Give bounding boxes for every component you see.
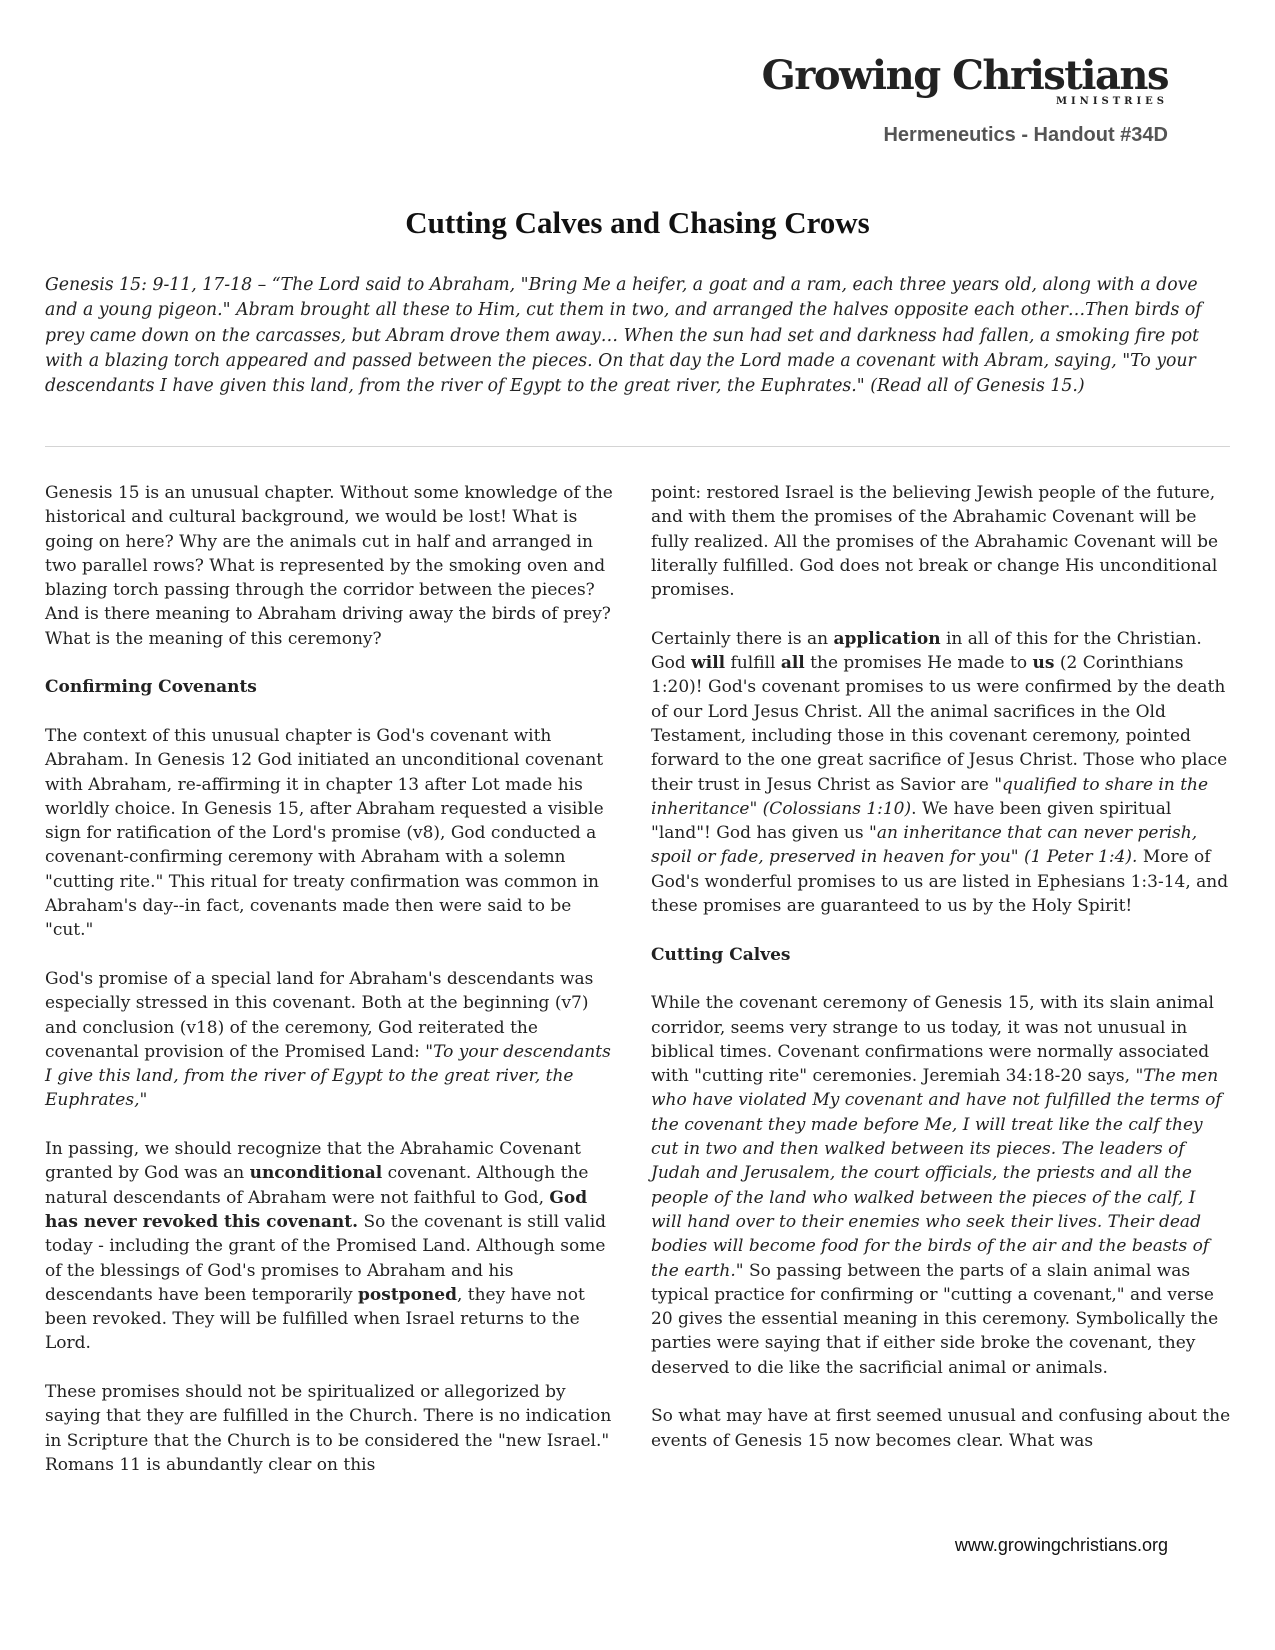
handout-label: Hermeneutics - Handout #34D [883, 124, 1168, 146]
logo-subtitle: MINISTRIES [1055, 96, 1168, 107]
left-column [45, 481, 620, 1501]
paragraph-unconditional: In passing, we should recognize that the Abrahamic Covenant granted by God was an unconditional covenant. Although the natural descendants of Abraham were not faithful to God, God has never revoked this covenant. So the covenant is still valid today - including the grant of the Promised Land. Although some of the blessings of God's promises to Abraham and his descendants have been temporarily postponed, they have not been revoked. They will be fulfilled when Israel returns to the Lord. [45, 1139, 607, 1354]
paragraph-restored-israel: point: restored Israel is the believing Jewish people of the future, and with them the promises of the Abrahamic Covenant will be fully realized. All the promises of the Abrahamic Covenant will be literally fulfilled. God does not break or change His unconditional promises. [651, 483, 1219, 601]
divider [45, 446, 1230, 447]
paragraph-jeremiah: While the covenant ceremony of Genesis 15, with its slain animal corridor, seems very strange to us today, it was not unusual in biblical times. Covenant confirmations were normally associated with "cutting rite" ceremonies. Jeremiah 34:18-20 says, "The men who have violated My covenant and have not fulfilled the terms of the covenant they made before Me, I will treat like the calf they cut in two and then walked between its pieces. The leaders of Judah and Jerusalem, the court officials, the priests and all the people of the land who walked between the pieces of the calf, I will hand over to their enemies who seek their lives. Their dead bodies will become food for the birds of the air and the beasts of the earth." So passing between the parts of a slain animal was typical practice for confirming or "cutting a covenant," and verse 20 gives the essential meaning in this ceremony. Symbolically the parties were saying that if either side broke the covenant, they deserved to die like the sacrificial animal or animals. [651, 993, 1222, 1378]
right-column [651, 481, 1231, 1477]
page-title: Cutting Calves and Chasing Crows [405, 205, 870, 240]
paragraph-application: Certainly there is an application in all of this for the Christian. God will fulfill all the promises He made to us (2 Corinthians 1:20)! God's covenant promises to us were confirmed by the death of our Lord Jesus Christ. All the animal sacrifices in the Old Testament, including those in this covenant ceremony, pointed forward to the one great sacrifice of Jesus Christ. Those who place their trust in Jesus Christ as Savior are "qualified to share in the inheritance" (Colossians 1:10). We have been given spiritual "land"! God has given us "an inheritance that can never perish, spoil or fade, preserved in heaven for you" (1 Peter 1:4). More of God's wonderful promises to us are listed in Ephesians 1:3-14, and these promises are guaranteed to us by the Holy Spirit! [651, 628, 1229, 917]
paragraph-promised-land: God's promise of a special land for Abraham's descendants was especially stressed in this covenant. Both at the beginning (v7) and conclusion (v18) of the ceremony, God reiterated the covenantal provision of the Promised Land: "To your descendants I give this land, from the river of Egypt to the great river, the Euphrates," [45, 968, 611, 1111]
footer-url: www.growingchristians.org [954, 1535, 1168, 1555]
paragraph-conclusion: So what may have at first seemed unusual and confusing about the events of Genesis 15 now becomes clear. What was [651, 1406, 1231, 1451]
scripture-epigraph: Genesis 15: 9-11, 17-18 – “The Lord said to Abraham, "Bring Me a heifer, a goat and a ram, each three years old, along with a dove and a young pigeon." Abram brought all these to Him, cut them in two, and arranged the halves opposite each other…Then birds of prey came down on the carcasses, but Abram drove them away… When the sun had set and darkness had fallen, a smoking fire pot with a blazing torch appeared and passed between the pieces. On that day the Lord made a covenant with Abram, saying, "To your descendants I have given this land, from the river of Egypt to the great river, the Euphrates." (Read all of Genesis 15.) [45, 275, 1202, 397]
heading-cutting-calves: Cutting Calves [651, 944, 791, 965]
paragraph-spiritualized: These promises should not be spiritualized or allegorized by saying that they are fulfilled in the Church. There is no indication in Scripture that the Church is to be considered the "new Israel." Romans 11 is abundantly clear on this [45, 1381, 612, 1475]
heading-confirming-covenants: Confirming Covenants [45, 677, 257, 698]
logo-wordmark: Growing Christians [761, 52, 1168, 99]
paragraph-context: The context of this unusual chapter is God's covenant with Abraham. In Genesis 12 God initiated an unconditional covenant with Abraham, re-affirming it in chapter 13 after Lot made his worldly choice. In Genesis 15, after Abraham requested a visible sign for ratification of the Lord's promise (v8), God conducted a covenant-confirming ceremony with Abraham with a solemn "cutting rite." This ritual for treaty confirmation was common in Abraham's day--in fact, covenants made then were said to be "cut." [45, 725, 604, 941]
paragraph-intro: Genesis 15 is an unusual chapter. Without some knowledge of the historical and cultural background, we would be lost! What is going on here? Why are the animals cut in half and arranged in two parallel rows? What is represented by the smoking oven and blazing torch passing through the corridor between the pieces? And is there meaning to Abraham driving away the birds of prey? What is the meaning of this ceremony? [45, 483, 613, 649]
ministry-logo [761, 52, 1168, 107]
